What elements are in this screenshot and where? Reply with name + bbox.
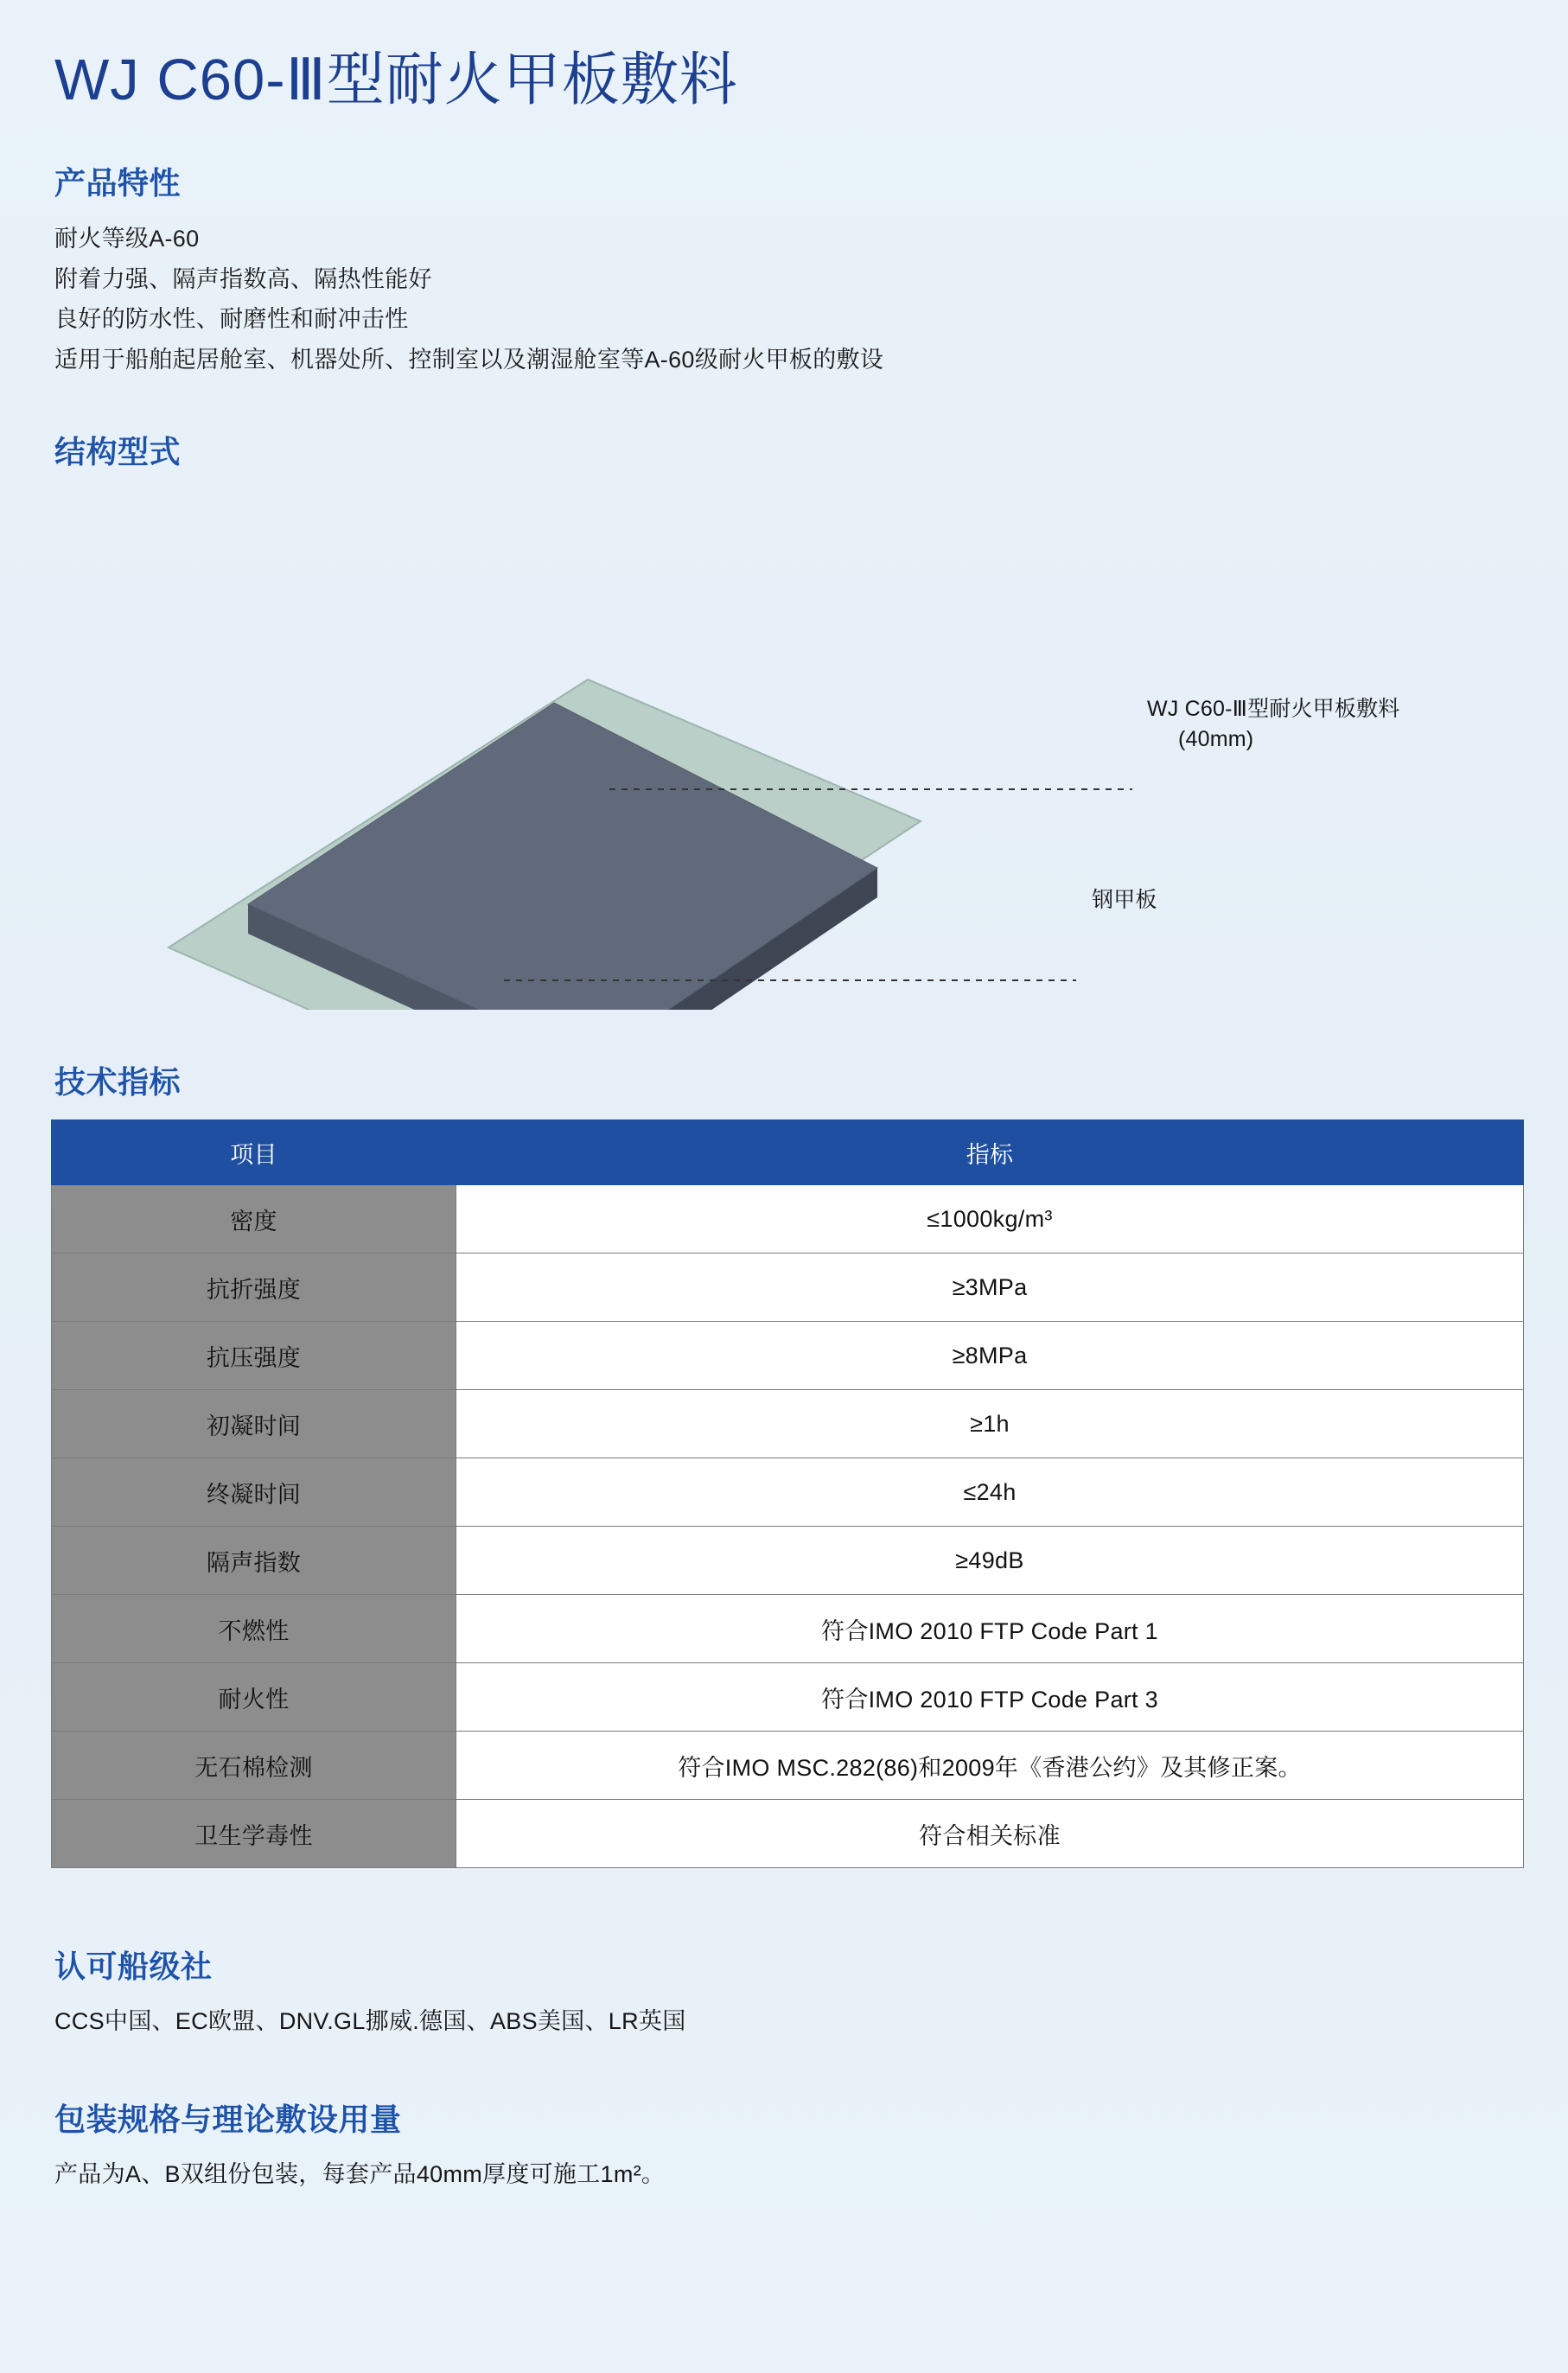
section-structure-type [48, 428, 1520, 1010]
table-row [52, 1390, 1524, 1458]
specs-table-body [52, 1185, 1524, 1868]
cell-item: 密度 [52, 1185, 456, 1253]
cell-item: 卫生学毒性 [52, 1800, 456, 1868]
cell-item: 初凝时间 [52, 1390, 456, 1458]
list-item: 良好的防水性、耐磨性和耐冲击性 [54, 306, 409, 333]
structure-heading: 结构型式 [54, 434, 182, 470]
cell-item: 抗折强度 [52, 1253, 456, 1322]
table-row [52, 1595, 1524, 1663]
list-item: 附着力强、隔声指数高、隔热性能好 [54, 265, 432, 292]
cell-value: ≥49dB [456, 1527, 1524, 1595]
specs-heading: 技术指标 [54, 1064, 182, 1100]
cell-value: ≥8MPa [456, 1322, 1524, 1390]
table-row [52, 1527, 1524, 1595]
cell-item: 耐火性 [52, 1663, 456, 1732]
page-title: WJ C60-Ⅲ型耐火甲板敷料 [54, 48, 738, 112]
callout-steel-deck: 钢甲板 [1092, 888, 1157, 913]
cell-value: 符合IMO MSC.282(86)和2009年《香港公约》及其修正案。 [456, 1732, 1524, 1800]
table-row [52, 1732, 1524, 1800]
cell-value: 符合IMO 2010 FTP Code Part 1 [456, 1595, 1524, 1663]
cell-value: ≥3MPa [456, 1253, 1524, 1322]
table-row [52, 1185, 1524, 1253]
cell-value: 符合相关标准 [456, 1800, 1524, 1868]
callout-coating [1147, 694, 1553, 755]
features-heading: 产品特性 [54, 165, 182, 201]
structure-diagram [48, 491, 1520, 1010]
packaging-heading: 包装规格与理论敷设用量 [54, 2101, 402, 2137]
cell-item: 不燃性 [52, 1595, 456, 1663]
table-row [52, 1800, 1524, 1868]
cell-item: 终凝时间 [52, 1458, 456, 1527]
section-technical-specs [48, 1058, 1520, 1868]
table-row [52, 1458, 1524, 1527]
classification-heading: 认可船级社 [54, 1949, 213, 1985]
section-product-features [48, 159, 1520, 380]
callout-coating-thickness: (40mm) [1178, 727, 1254, 752]
cell-item: 隔声指数 [52, 1527, 456, 1595]
cell-value: ≤1000kg/m³ [456, 1185, 1524, 1253]
classification-text: CCS中国、EC欧盟、DNV.GL挪威.德国、ABS美国、LR英国 [54, 2008, 686, 2035]
packaging-text: 产品为A、B双组份包装，每套产品40mm厚度可施工1m²。 [54, 2160, 666, 2187]
section-classification-societies [48, 1942, 1520, 2042]
table-row [52, 1253, 1524, 1322]
list-item: 耐火等级A-60 [54, 226, 200, 252]
table-row [52, 1322, 1524, 1390]
column-header-value: 指标 [456, 1120, 1524, 1185]
features-list [54, 219, 1520, 380]
table-row [52, 1663, 1524, 1732]
cell-item: 无石棉检测 [52, 1732, 456, 1800]
table-header-row [52, 1120, 1524, 1185]
cell-item: 抗压强度 [52, 1322, 456, 1390]
cell-value: ≥1h [456, 1390, 1524, 1458]
cell-value: ≤24h [456, 1458, 1524, 1527]
column-header-item: 项目 [52, 1120, 456, 1185]
section-packaging [48, 2096, 1520, 2195]
list-item: 适用于船舶起居舱室、机器处所、控制室以及潮湿舱室等A-60级耐火甲板的敷设 [54, 346, 884, 373]
cell-value: 符合IMO 2010 FTP Code Part 3 [456, 1663, 1524, 1732]
specs-table [51, 1120, 1524, 1868]
callout-coating-label: WJ C60-Ⅲ型耐火甲板敷料 [1147, 697, 1400, 722]
